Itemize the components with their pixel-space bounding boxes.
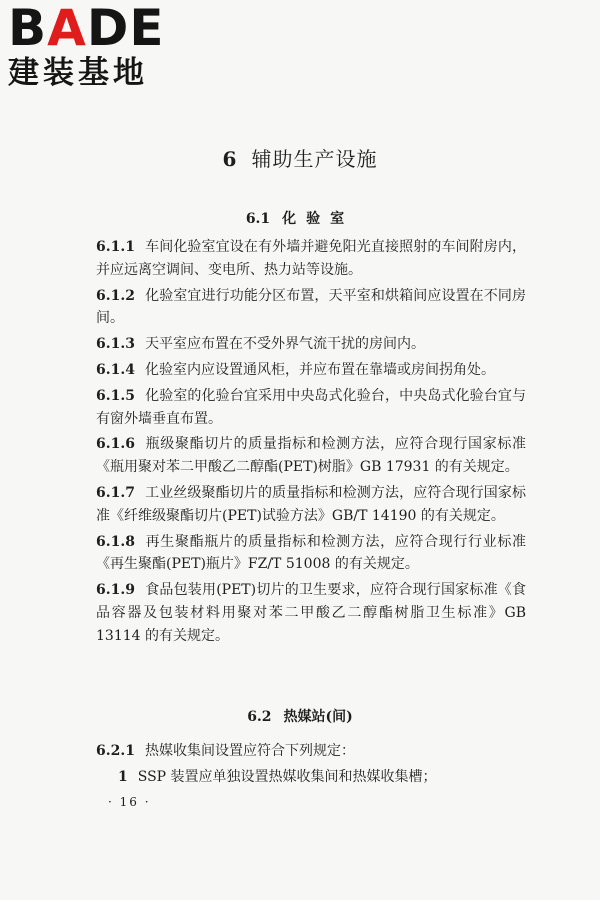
clause xyxy=(96,482,526,528)
logo-subtitle: 建装基地 xyxy=(8,55,148,91)
clause-number: 6.1.4 xyxy=(96,361,135,378)
section-title xyxy=(0,706,600,726)
section-title-text: 热媒站(间) xyxy=(283,709,353,725)
clause-number: 6.1.5 xyxy=(96,387,135,404)
clause-text: 天平室应布置在不受外界气流干扰的房间内。 xyxy=(144,336,425,353)
clause-number: 6.1.1 xyxy=(96,239,135,255)
clause xyxy=(96,236,526,282)
clause-text: 工业丝级聚酯切片的质量指标和检测方法，应符合现行国家标准《纤维级聚酯切片(PET)试验方法》GB/T 14190 的有关规定。 xyxy=(96,484,526,524)
clause-text: 瓶级聚酯切片的质量指标和检测方法，应符合现行国家标准《瓶用聚对苯二甲酸乙二醇酯(PET)树脂》GB 17931 的有关规定。 xyxy=(96,436,526,476)
chapter-title-text: 辅助生产设施 xyxy=(251,147,378,171)
clause xyxy=(96,333,526,356)
clause-list xyxy=(96,236,526,651)
clause-text: 热媒收集间设置应符合下列规定： xyxy=(144,743,355,759)
clause-number: 6.1.3 xyxy=(96,336,135,353)
clause xyxy=(96,359,526,382)
clause xyxy=(96,433,526,479)
clause xyxy=(96,385,526,431)
clause-text: 化验室内应设置通风柜，并应布置在靠墙或房间拐角处。 xyxy=(144,361,495,378)
logo-accent-letter: A xyxy=(47,0,87,57)
clause-number: 6.2.1 xyxy=(96,743,135,759)
clause-text: 化验室宜进行功能分区布置，天平室和烘箱间应设置在不同房间。 xyxy=(96,287,526,327)
section-number: 6.1 xyxy=(245,211,271,227)
clause xyxy=(96,285,526,331)
clause-number: 6.1.8 xyxy=(96,533,135,550)
list-item-number: 1 xyxy=(118,768,128,785)
clause-text: 再生聚酯瓶片的质量指标和检测方法，应符合现行行业标准《再生聚酯(PET)瓶片》FZ/T 51008 的有关规定。 xyxy=(96,533,526,573)
chapter-title xyxy=(0,143,600,172)
clause xyxy=(96,579,526,647)
page-number: · 16 · xyxy=(108,795,151,809)
section-title-text: 化验室 xyxy=(282,211,355,227)
clause xyxy=(96,531,526,577)
logo-wordmark: BADE xyxy=(8,0,165,57)
section-number: 6.2 xyxy=(247,709,272,725)
clause xyxy=(96,740,526,763)
clause-text: 车间化验室宜设在有外墙并避免阳光直接照射的车间附房内，并应远离空调间、变电所、热力站等设施。 xyxy=(96,239,526,278)
clause-list xyxy=(96,740,526,792)
list-item xyxy=(96,766,526,789)
clause-text: 化验室的化验台宜采用中央岛式化验台，中央岛式化验台宜与有窗外墙垂直布置。 xyxy=(96,387,526,427)
clause-number: 6.1.7 xyxy=(96,484,135,501)
section-title xyxy=(0,208,600,228)
clause-number: 6.1.6 xyxy=(96,436,135,453)
list-item-text: SSP 装置应单独设置热媒收集间和热媒收集槽； xyxy=(137,768,437,785)
clause-number: 6.1.2 xyxy=(96,287,135,304)
clause-text: 食品包装用(PET)切片的卫生要求，应符合现行国家标准《食品容器及包装材料用聚对苯二甲酸乙二醇酯树脂卫生标准》GB 13114 的有关规定。 xyxy=(96,582,526,644)
publisher-logo xyxy=(8,2,178,90)
clause-number: 6.1.9 xyxy=(96,582,135,599)
chapter-number: 6 xyxy=(222,147,238,171)
